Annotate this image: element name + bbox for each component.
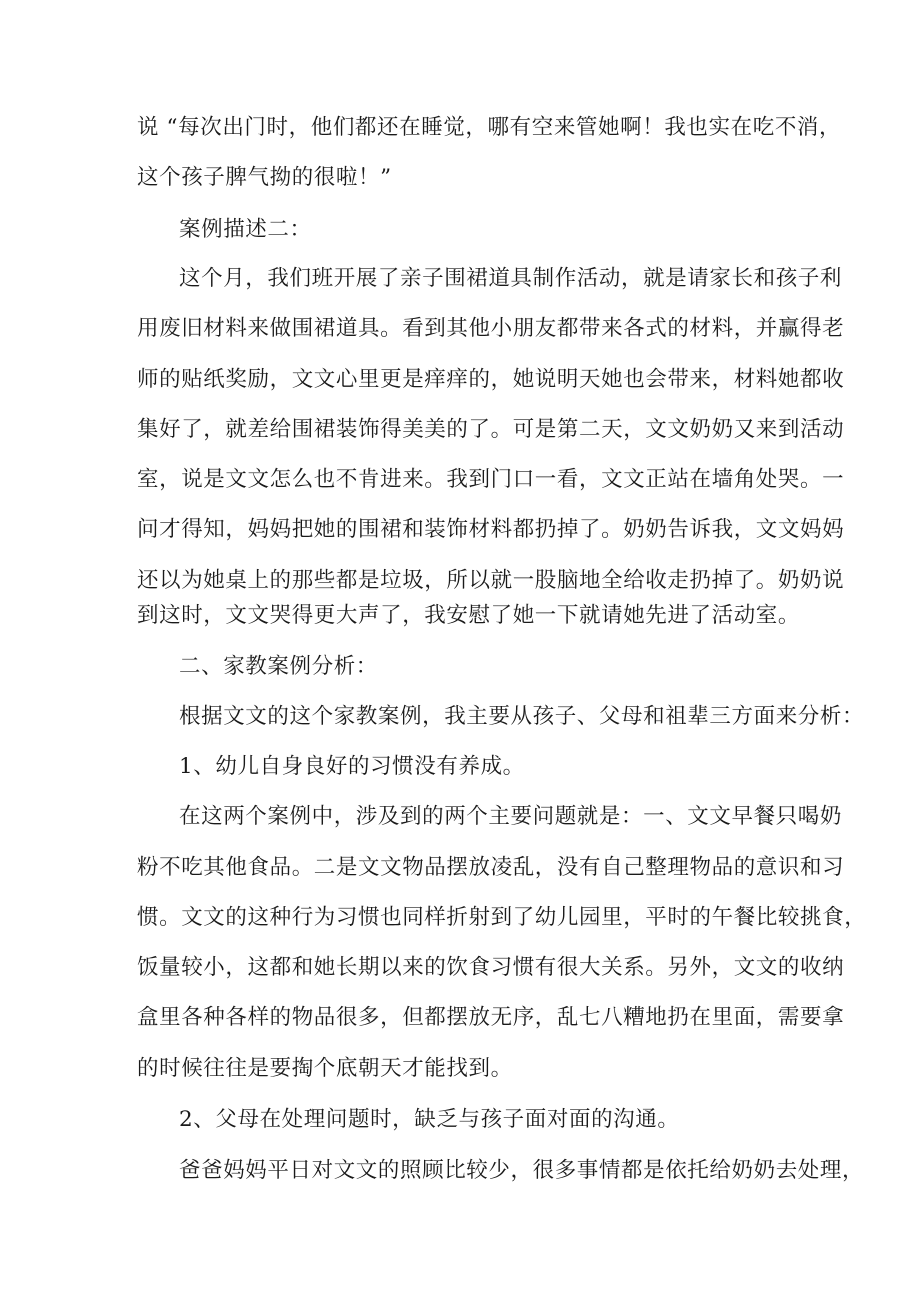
paragraph-line: 根据文文的这个家教案例，我主要从孩子、父母和祖辈三方面来分析： <box>179 704 865 729</box>
paragraph-line: 粉不吃其他食品。二是文文物品摆放凌乱，没有自己整理物品的意识和习 <box>137 855 845 880</box>
section-heading: 案例描述二： <box>179 217 312 242</box>
paragraph-line: 问才得知，妈妈把她的围裙和装饰材料都扔掉了。奶奶告诉我，文文妈妈 <box>137 517 845 542</box>
paragraph-line: 爸爸妈妈平日对文文的照顾比较少，很多事情都是依托给奶奶去处理， <box>179 1158 865 1183</box>
paragraph-line: 到这时，文文哭得更大声了，我安慰了她一下就请她先进了活动室。 <box>137 603 801 628</box>
paragraph-line: 的时候往往是要掏个底朝天才能找到。 <box>137 1056 513 1081</box>
section-heading: 二、家教案例分析： <box>179 654 378 679</box>
paragraph-line: 还以为她桌上的那些都是垃圾，所以就一股脑地全给收走扔掉了。奶奶说 <box>137 568 845 593</box>
paragraph-line: 师的贴纸奖励，文文心里更是痒痒的，她说明天她也会带来，材料她都收 <box>137 367 845 392</box>
paragraph-line: 惯。文文的这种行为习惯也同样折射到了幼儿园里，平时的午餐比较挑食， <box>137 905 867 930</box>
paragraph-line: 这个月，我们班开展了亲子围裙道具制作活动，就是请家长和孩子利 <box>179 266 843 291</box>
subsection-heading: 1、幼儿自身良好的习惯没有养成。 <box>179 754 525 779</box>
paragraph-line: 这个孩子脾气拗的很啦！” <box>137 165 392 190</box>
paragraph-line: 在这两个案例中，涉及到的两个主要问题就是：一、文文早餐只喝奶 <box>179 804 843 829</box>
paragraph-line: 说 “每次出门时，他们都还在睡觉，哪有空来管她啊！我也实在吃不消， <box>137 115 842 140</box>
paragraph-line: 盒里各种各样的物品很多，但都摆放无序，乱七八糟地扔在里面，需要拿 <box>137 1005 845 1030</box>
subsection-heading: 2、父母在处理问题时，缺乏与孩子面对面的沟通。 <box>179 1107 680 1132</box>
paragraph-line: 用废旧材料来做围裙道具。看到其他小朋友都带来各式的材料，并赢得老 <box>137 316 845 341</box>
paragraph-line: 饭量较小，这都和她长期以来的饮食习惯有很大关系。另外，文文的收纳 <box>137 955 845 980</box>
paragraph-line: 集好了，就差给围裙装饰得美美的了。可是第二天，文文奶奶又来到活动 <box>137 417 845 442</box>
paragraph-line: 室，说是文文怎么也不肯进来。我到门口一看，文文正站在墙角处哭。一 <box>137 467 845 492</box>
